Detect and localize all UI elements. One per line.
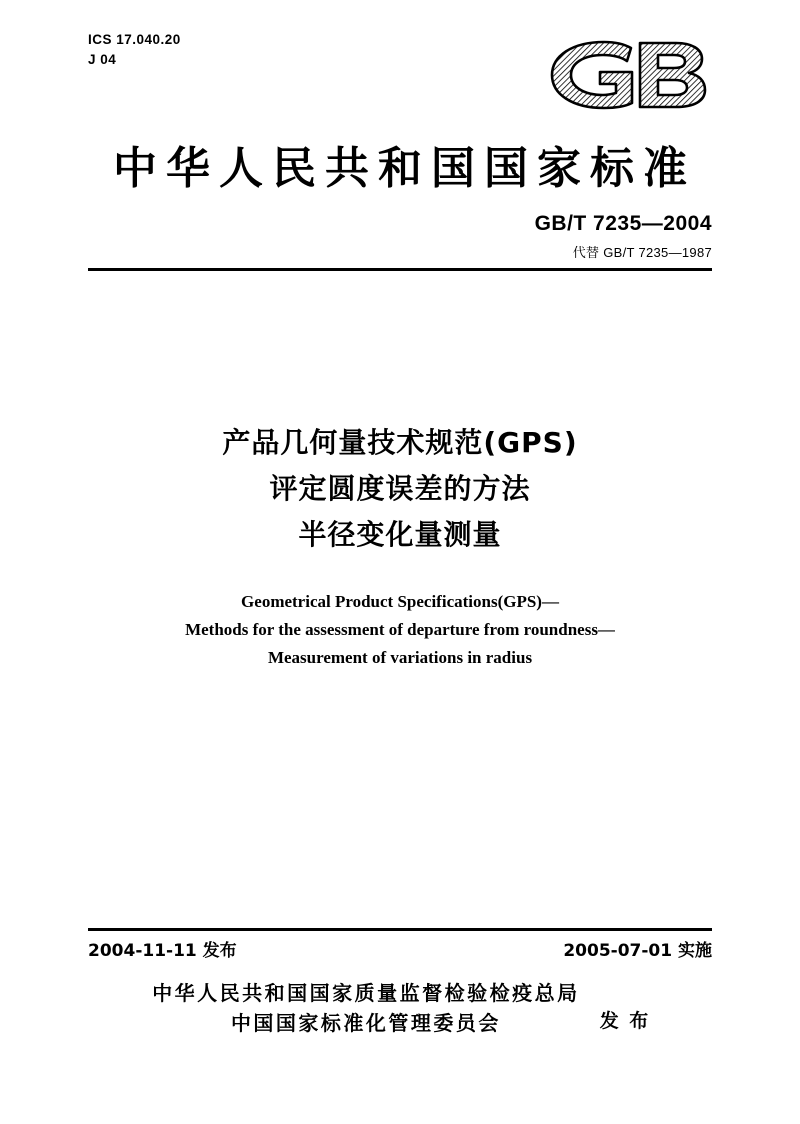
document-title-cn-line-3: 半径变化量测量 [298,518,502,551]
document-title-cn-line-1: 产品几何量技术规范(GPS) [222,426,578,459]
ics-code: ICS 17.040.20 [88,32,181,47]
publish-label: 发 布 [599,1009,651,1032]
gb-logo-icon [542,36,712,114]
issuer-line-2: 中国国家标准化管理委员会 [230,1011,501,1035]
ccs-code: J 04 [88,52,117,68]
issuer-line-1: 中华人民共和国国家质量监督检验检疫总局 [152,981,580,1005]
dates-row [88,936,712,961]
standard-number-block [535,212,712,261]
implementation-date: 2005-07-01 实施 [563,941,712,961]
standard-replaces: 代替 GB/T 7235—1987 [572,245,712,260]
issuer-block [0,978,800,1038]
document-title-cn-line-2: 评定圆度误差的方法 [269,472,531,505]
ics-classification-block [88,30,181,71]
document-title-english [0,588,800,672]
document-title-chinese [0,420,800,558]
standard-number: GB/T 7235—2004 [534,212,712,235]
divider-bottom [88,928,712,931]
issuer-names [150,978,580,1038]
document-title-en-line-2: Methods for the assessment of departure from roundness— [185,620,615,639]
page-title: 中华人民共和国国家标准 [113,143,696,194]
issue-date: 2004-11-11 发布 [88,941,237,961]
document-title-en-line-1: Geometrical Product Specifications(GPS)— [241,592,559,611]
document-title-en-line-3: Measurement of variations in radius [267,648,533,667]
divider-top [88,268,712,271]
